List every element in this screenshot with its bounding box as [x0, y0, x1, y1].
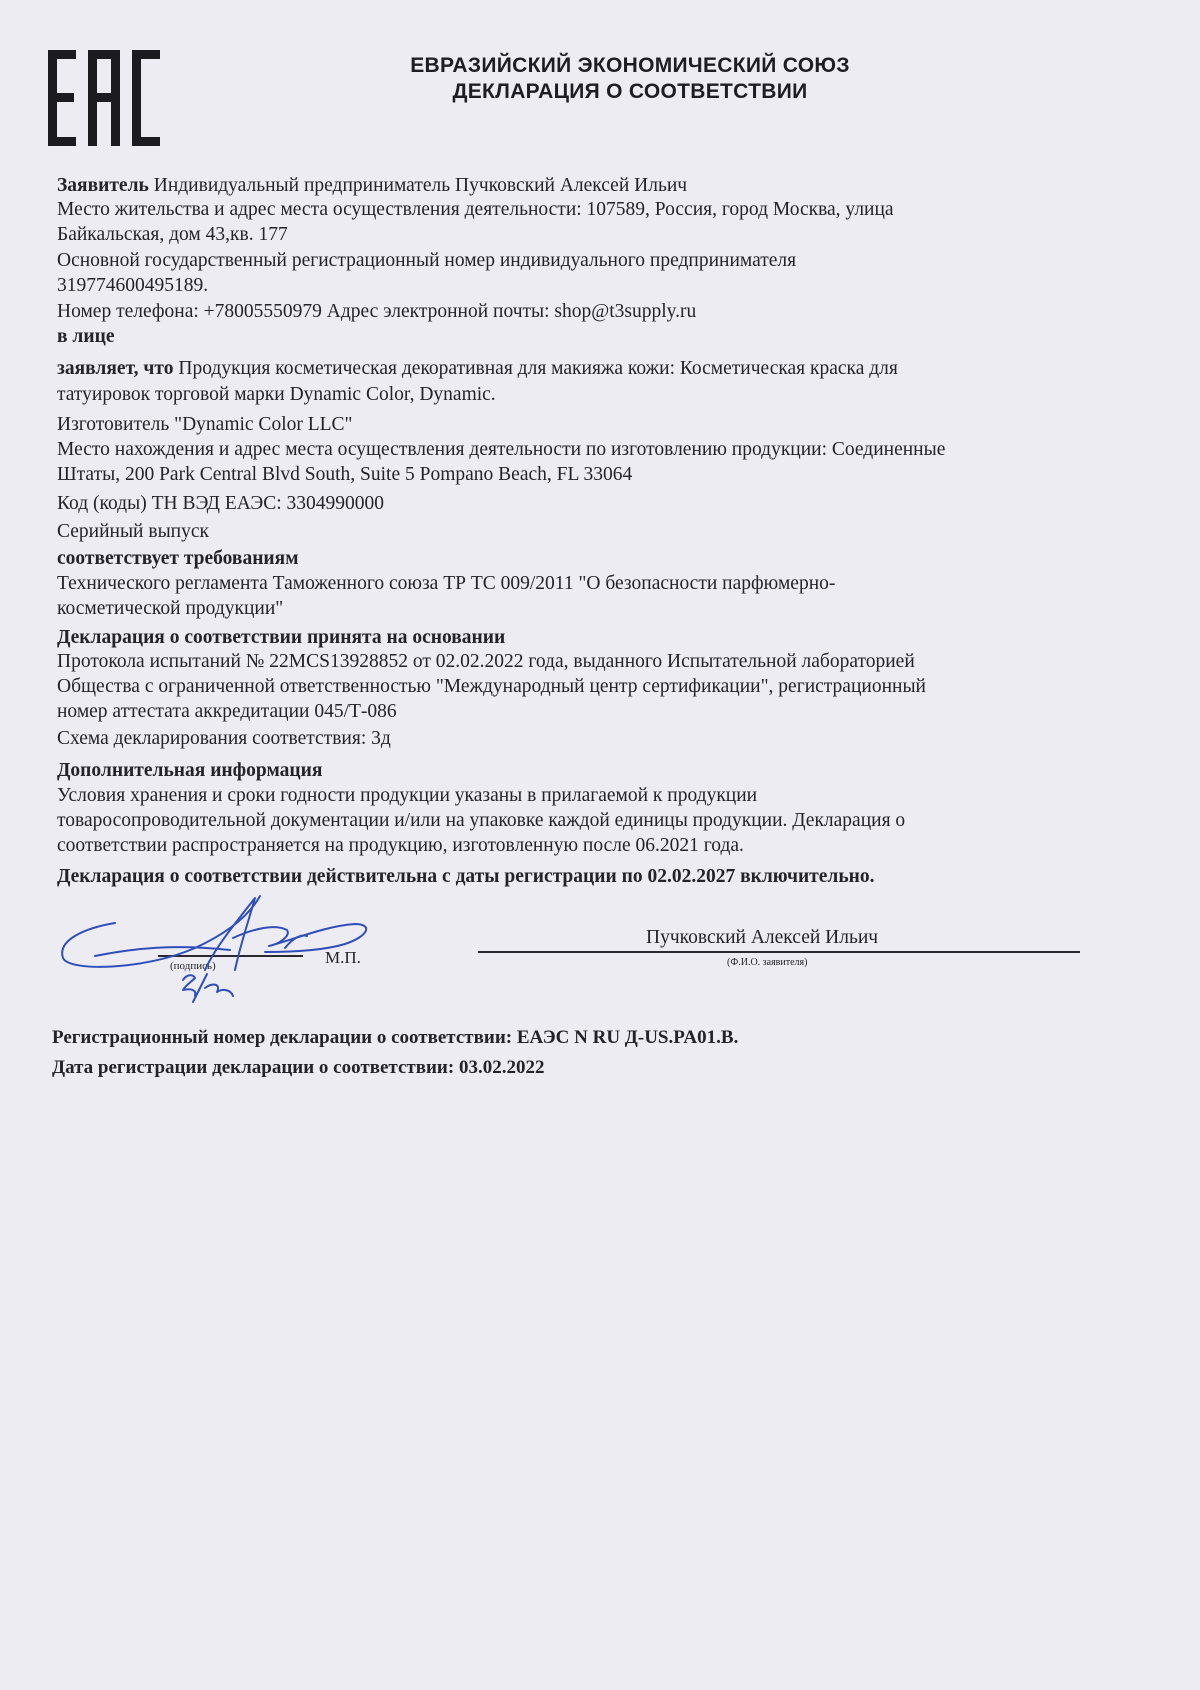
registration-number: Регистрационный номер декларации о соответствии: ЕАЭС N RU Д-US.PA01.B. — [52, 1027, 739, 1048]
requirements-label: соответствует требованиям — [57, 548, 299, 569]
eac-logo — [48, 50, 160, 146]
manufacturer-line: Изготовитель "Dynamic Color LLC" — [57, 414, 353, 435]
additional-line-3: соответствии распространяется на продукцию, изготовленную после 06.2021 года. — [57, 835, 744, 856]
in-person-label: в лице — [57, 326, 115, 347]
ogrn-line-1: Основной государственный регистрационный номер индивидуального предпринимателя — [57, 250, 797, 271]
applicant-address-2: Байкальская, дом 43,кв. 177 — [57, 224, 288, 245]
requirements-line-2: косметической продукции" — [57, 598, 284, 619]
scheme-line: Схема декларирования соответствия: 3д — [57, 728, 391, 749]
mfr-address-2: Штаты, 200 Park Central Blvd South, Suite 5 Pompano Beach, FL 33064 — [57, 464, 633, 485]
applicant-address-1: Место жительства и адрес места осуществления деятельности: 107589, Россия, город Москва, улица — [57, 199, 894, 220]
union-title: ЕВРАЗИЙСКИЙ ЭКОНОМИЧЕСКИЙ СОЮЗ — [410, 54, 850, 77]
basis-line-3: номер аттестата аккредитации 045/Т-086 — [57, 701, 397, 722]
product-text: Продукция косметическая декоративная для макияжа кожи: Косметическая краска для — [173, 358, 898, 379]
handwritten-signature — [55, 878, 375, 1018]
basis-line-1: Протокола испытаний № 22MCS13928852 от 02.02.2022 года, выданного Испытательной лабораторией — [57, 651, 915, 672]
ogrn-line-2: 319774600495189. — [57, 275, 209, 296]
applicant-name: Индивидуальный предприниматель Пучковский Алексей Ильич — [148, 175, 688, 196]
seal-placeholder: М.П. — [325, 948, 361, 967]
applicant-fio: Пучковский Алексей Ильич — [646, 927, 879, 948]
fio-line — [478, 951, 1080, 953]
document-title: ДЕКЛАРАЦИЯ О СООТВЕТСТВИИ — [452, 80, 808, 103]
requirements-line-1: Технического регламента Таможенного союза ТР ТС 009/2011 "О безопасности парфюмерно- — [57, 573, 836, 594]
fio-caption: (Ф.И.О. заявителя) — [727, 957, 808, 968]
applicant-label: Заявитель — [57, 175, 149, 196]
release-line: Серийный выпуск — [57, 521, 209, 542]
registration-date: Дата регистрации декларации о соответствии: 03.02.2022 — [52, 1057, 545, 1078]
declares-label: заявляет, что — [57, 358, 174, 379]
basis-label: Декларация о соответствии принята на основании — [57, 627, 506, 648]
signature-caption: (подпись) — [170, 960, 216, 972]
product-line-2: татуировок торговой марки Dynamic Color, Dynamic. — [57, 384, 496, 405]
applicant-line — [57, 173, 687, 198]
contacts-line: Номер телефона: +78005550979 Адрес электронной почты: shop@t3supply.ru — [57, 301, 697, 322]
product-line-1 — [57, 356, 898, 381]
mfr-address-1: Место нахождения и адрес места осуществления деятельности по изготовлению продукции: Соединенные — [57, 439, 946, 460]
basis-line-2: Общества с ограниченной ответственностью "Международный центр сертификации", регистрационный — [57, 676, 926, 697]
tn-ved-line: Код (коды) ТН ВЭД ЕАЭС: 3304990000 — [57, 493, 385, 514]
additional-line-1: Условия хранения и сроки годности продукции указаны в прилагаемой к продукции — [57, 785, 758, 806]
additional-line-2: товаросопроводительной документации и/или на упаковке каждой единицы продукции. Декларация о — [57, 810, 906, 831]
additional-label: Дополнительная информация — [57, 760, 323, 781]
validity-line: Декларация о соответствии действительна с даты регистрации по 02.02.2027 включительно. — [57, 866, 875, 887]
